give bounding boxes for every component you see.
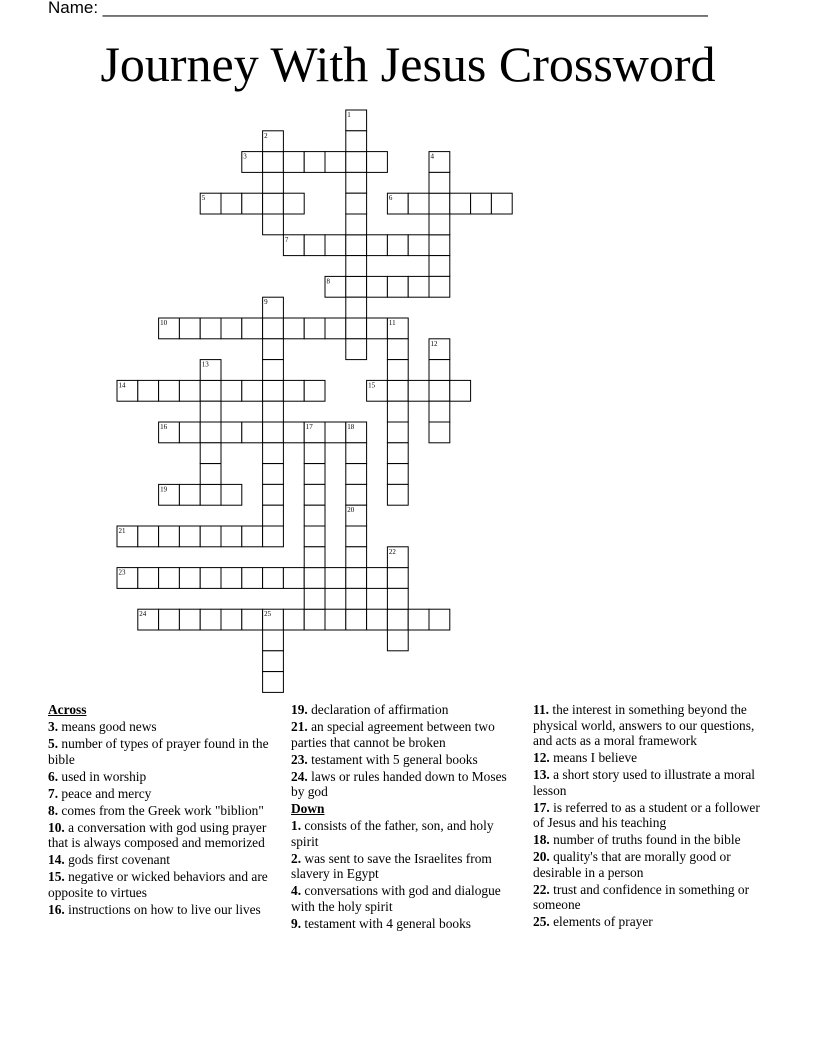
grid-cell[interactable] xyxy=(159,609,180,630)
cell-number: 1 xyxy=(347,111,351,119)
grid-cell[interactable] xyxy=(304,318,325,339)
clue-text: testament with 5 general books xyxy=(307,751,478,767)
grid-cell[interactable] xyxy=(304,505,325,526)
clue-text: is referred to as a student or a follower of Jesus and his teaching xyxy=(533,799,760,830)
grid-cell[interactable] xyxy=(387,630,408,651)
clue-text: declaration of affirmation xyxy=(307,702,449,717)
clue-item xyxy=(48,803,273,819)
cell-number: 9 xyxy=(264,298,268,307)
clue-item xyxy=(48,719,273,735)
grid-cell[interactable] xyxy=(408,609,429,630)
grid-cell[interactable] xyxy=(429,401,450,422)
grid-cell[interactable] xyxy=(200,464,221,485)
clue-text: peace and mercy xyxy=(58,785,152,801)
grid-cell[interactable] xyxy=(367,276,388,297)
grid-cell[interactable] xyxy=(263,651,284,672)
clue-heading: Across xyxy=(48,702,87,717)
cell-number: 17 xyxy=(305,423,313,431)
grid-cell[interactable] xyxy=(263,360,284,381)
grid-cell[interactable] xyxy=(263,422,284,443)
grid-cell[interactable] xyxy=(387,339,408,360)
grid-cell[interactable] xyxy=(304,588,325,609)
grid-cell[interactable] xyxy=(304,547,325,568)
grid-cell[interactable] xyxy=(159,526,180,547)
clue-number: 20. xyxy=(533,849,550,864)
clue-text: testament with 4 general books xyxy=(301,915,471,931)
clue-number: 8. xyxy=(48,802,59,818)
grid-cell[interactable] xyxy=(200,422,221,443)
grid-cell[interactable] xyxy=(221,318,242,339)
clue-text: instructions on how to live our lives xyxy=(64,901,261,917)
grid-cell[interactable] xyxy=(283,609,304,630)
grid-cell[interactable] xyxy=(429,276,450,297)
grid-cell[interactable] xyxy=(263,484,284,505)
grid-cell[interactable] xyxy=(179,380,200,401)
clue-item xyxy=(533,702,765,749)
grid-cell[interactable] xyxy=(200,609,221,630)
grid-cell[interactable] xyxy=(263,401,284,422)
cell-number: 14 xyxy=(118,381,126,390)
cell-number: 20 xyxy=(347,506,355,515)
cell-number: 19 xyxy=(160,485,168,494)
grid-cell[interactable] xyxy=(304,380,325,401)
clue-text: means good news xyxy=(58,719,157,734)
grid-cell[interactable] xyxy=(159,568,180,589)
grid-cell[interactable] xyxy=(346,588,367,609)
clue-number: 11. xyxy=(533,702,549,717)
cell-number: 4 xyxy=(430,152,434,161)
clue-number: 3. xyxy=(48,719,59,734)
grid-cell[interactable] xyxy=(450,193,471,214)
grid-cell[interactable] xyxy=(283,422,304,443)
grid-cell[interactable] xyxy=(304,484,325,505)
grid-cell[interactable] xyxy=(387,609,408,630)
grid-cell[interactable] xyxy=(200,401,221,422)
grid-cell[interactable] xyxy=(387,380,408,401)
clue-item xyxy=(48,786,273,802)
grid-cell[interactable] xyxy=(346,131,367,152)
clue-column-3 xyxy=(533,702,765,931)
grid-cell[interactable] xyxy=(408,380,429,401)
grid-cell[interactable] xyxy=(200,484,221,505)
grid-cell[interactable] xyxy=(263,214,284,235)
grid-cell[interactable] xyxy=(138,380,159,401)
grid-cell[interactable] xyxy=(346,256,367,277)
clue-item xyxy=(291,719,516,750)
cell-number: 11 xyxy=(388,319,396,327)
grid-cell[interactable] xyxy=(346,484,367,505)
grid-cell[interactable] xyxy=(429,256,450,277)
grid-cell[interactable] xyxy=(242,609,263,630)
grid-cell[interactable] xyxy=(346,276,367,297)
cell-number: 24 xyxy=(139,610,147,619)
grid-cell[interactable] xyxy=(263,443,284,464)
clue-text: laws or rules handed down to Moses by god xyxy=(291,768,507,799)
grid-cell[interactable] xyxy=(304,609,325,630)
cell-number: 6 xyxy=(388,194,393,203)
clue-item xyxy=(533,767,765,798)
name-field[interactable]: Name: ________________________________________________________________ xyxy=(48,0,708,17)
grid-cell[interactable] xyxy=(138,526,159,547)
clue-number: 6. xyxy=(48,768,59,784)
clue-text: negative or wicked behaviors and are opposite to virtues xyxy=(48,869,268,900)
grid-cell[interactable] xyxy=(429,214,450,235)
grid-cell[interactable] xyxy=(325,152,346,173)
clue-text: number of truths found in the bible xyxy=(549,832,741,847)
grid-cell[interactable] xyxy=(346,568,367,589)
grid-cell[interactable] xyxy=(429,609,450,630)
grid-cell[interactable] xyxy=(179,318,200,339)
grid-cell[interactable] xyxy=(346,443,367,464)
grid-cell[interactable] xyxy=(325,422,346,443)
clue-text: number of types of prayer found in the bible xyxy=(48,736,269,767)
grid-cell[interactable] xyxy=(263,172,284,193)
clue-item xyxy=(533,849,765,880)
grid-cell[interactable] xyxy=(367,318,388,339)
clue-item xyxy=(291,818,516,849)
grid-cell[interactable] xyxy=(367,152,388,173)
grid-cell[interactable] xyxy=(179,568,200,589)
clue-text: conversations with god and dialogue with the holy spirit xyxy=(291,883,501,914)
grid-cell[interactable] xyxy=(263,193,284,214)
grid-cell[interactable] xyxy=(283,380,304,401)
grid-cell[interactable] xyxy=(387,588,408,609)
grid-cell[interactable] xyxy=(491,193,512,214)
grid-cell[interactable] xyxy=(179,484,200,505)
clue-item xyxy=(291,883,516,914)
grid-cell[interactable] xyxy=(450,380,471,401)
grid-cell[interactable] xyxy=(304,443,325,464)
clue-number: 9. xyxy=(291,915,302,931)
grid-cell[interactable] xyxy=(367,235,388,256)
grid-cell[interactable] xyxy=(325,235,346,256)
cell-number: 25 xyxy=(264,610,272,619)
cell-number: 13 xyxy=(201,360,209,369)
clue-number: 1. xyxy=(291,818,302,833)
grid-cell[interactable] xyxy=(346,214,367,235)
clue-text: means I believe xyxy=(549,750,638,765)
clue-number: 14. xyxy=(48,852,65,867)
clue-item xyxy=(291,702,516,718)
clue-number: 21. xyxy=(291,719,308,734)
grid-cell[interactable] xyxy=(179,609,200,630)
grid-cell[interactable] xyxy=(304,464,325,485)
clue-item xyxy=(291,851,516,882)
grid-cell[interactable] xyxy=(221,609,242,630)
grid-cell[interactable] xyxy=(346,172,367,193)
grid-cell[interactable] xyxy=(304,568,325,589)
grid-cell[interactable] xyxy=(283,318,304,339)
cell-number: 22 xyxy=(388,547,396,556)
clue-text: the interest in something beyond the physical world, answers to our questions, and acts as a moral framework xyxy=(533,702,755,748)
grid-cell[interactable] xyxy=(221,526,242,547)
cell-number: 10 xyxy=(160,319,168,327)
clue-column-1 xyxy=(48,702,273,919)
grid-cell[interactable] xyxy=(429,235,450,256)
grid-cell[interactable] xyxy=(263,380,284,401)
clue-text: a short story used to illustrate a moral lesson xyxy=(533,767,756,798)
grid-cell[interactable] xyxy=(242,318,263,339)
grid-cell[interactable] xyxy=(200,443,221,464)
grid-cell[interactable] xyxy=(408,193,429,214)
grid-cell[interactable] xyxy=(429,380,450,401)
clue-number: 17. xyxy=(533,799,550,815)
grid-cell[interactable] xyxy=(387,484,408,505)
grid-cell[interactable] xyxy=(387,568,408,589)
clue-number: 16. xyxy=(48,901,65,917)
grid-cell[interactable] xyxy=(325,568,346,589)
clue-number: 18. xyxy=(533,832,550,847)
grid-cell[interactable] xyxy=(429,193,450,214)
grid-cell[interactable] xyxy=(346,547,367,568)
cell-number: 2 xyxy=(264,131,268,140)
cell-number: 18 xyxy=(347,423,355,431)
cell-number: 8 xyxy=(326,277,330,286)
grid-cell[interactable] xyxy=(346,526,367,547)
grid-cell[interactable] xyxy=(242,568,263,589)
grid-cell[interactable] xyxy=(304,526,325,547)
clue-text: trust and confidence in something or someone xyxy=(533,881,750,912)
grid-cell[interactable] xyxy=(367,609,388,630)
clue-item xyxy=(48,736,273,767)
grid-cell[interactable] xyxy=(200,568,221,589)
clue-item xyxy=(291,916,516,932)
clue-number: 2. xyxy=(291,850,302,866)
grid-cell[interactable] xyxy=(242,380,263,401)
grid-cell[interactable] xyxy=(221,422,242,443)
grid-cell[interactable] xyxy=(346,318,367,339)
cell-number: 23 xyxy=(118,568,126,577)
grid-cell[interactable] xyxy=(263,505,284,526)
cell-number: 16 xyxy=(160,423,168,431)
cell-number: 15 xyxy=(368,381,376,390)
cell-number: 7 xyxy=(284,235,289,244)
grid-cell[interactable] xyxy=(200,380,221,401)
grid-cell[interactable] xyxy=(429,422,450,443)
grid-cell[interactable] xyxy=(283,193,304,214)
grid-cell[interactable] xyxy=(408,235,429,256)
grid-cell[interactable] xyxy=(387,422,408,443)
clue-text: comes from the Greek work "biblion" xyxy=(58,802,264,818)
grid-cell[interactable] xyxy=(304,152,325,173)
clue-item xyxy=(48,902,273,918)
clue-text: consists of the father, son, and holy spirit xyxy=(291,818,494,849)
clue-number: 10. xyxy=(48,819,65,835)
grid-cell[interactable] xyxy=(387,235,408,256)
clue-item xyxy=(533,914,765,930)
grid-cell[interactable] xyxy=(263,152,284,173)
clue-number: 22. xyxy=(533,881,550,897)
grid-cell[interactable] xyxy=(408,276,429,297)
grid-cell[interactable] xyxy=(263,464,284,485)
grid-cell[interactable] xyxy=(263,526,284,547)
grid-cell[interactable] xyxy=(283,152,304,173)
clue-number: 13. xyxy=(533,767,550,782)
clue-item xyxy=(48,820,273,851)
clue-number: 15. xyxy=(48,869,65,884)
clue-number: 4. xyxy=(291,883,302,898)
grid-cell[interactable] xyxy=(387,276,408,297)
cell-number: 21 xyxy=(118,527,126,535)
clue-item xyxy=(533,832,765,848)
grid-cell[interactable] xyxy=(221,380,242,401)
clue-number: 5. xyxy=(48,736,59,751)
grid-cell[interactable] xyxy=(242,526,263,547)
grid-cell[interactable] xyxy=(346,464,367,485)
grid-cell[interactable] xyxy=(346,609,367,630)
clue-text: elements of prayer xyxy=(549,914,653,929)
clue-text: quality's that are morally good or desirable in a person xyxy=(533,849,731,880)
grid-cell[interactable] xyxy=(221,193,242,214)
clue-item xyxy=(291,752,516,768)
clue-text: was sent to save the Israelites from slavery in Egypt xyxy=(291,850,492,881)
cell-number: 5 xyxy=(201,194,206,203)
clue-heading: Down xyxy=(291,801,325,816)
clue-item xyxy=(48,869,273,900)
grid-cell[interactable] xyxy=(429,172,450,193)
clue-item xyxy=(533,882,765,913)
cell-number: 3 xyxy=(243,152,247,161)
clue-number: 23. xyxy=(291,751,308,767)
grid-cell[interactable] xyxy=(283,568,304,589)
clue-text: an special agreement between two parties that cannot be broken xyxy=(291,719,495,750)
clue-item xyxy=(291,769,516,800)
clue-number: 25. xyxy=(533,914,550,929)
grid-cell[interactable] xyxy=(200,526,221,547)
grid-cell[interactable] xyxy=(263,568,284,589)
grid-cell[interactable] xyxy=(346,193,367,214)
grid-cell[interactable] xyxy=(263,630,284,651)
grid-cell[interactable] xyxy=(138,568,159,589)
grid-cell[interactable] xyxy=(346,339,367,360)
grid-cell[interactable] xyxy=(429,360,450,381)
grid-cell[interactable] xyxy=(179,422,200,443)
grid-cell[interactable] xyxy=(263,318,284,339)
grid-cell[interactable] xyxy=(242,193,263,214)
clue-column-2 xyxy=(291,702,516,933)
grid-cell[interactable] xyxy=(346,297,367,318)
grid-cell[interactable] xyxy=(387,401,408,422)
grid-cell[interactable] xyxy=(346,235,367,256)
clue-number: 12. xyxy=(533,750,550,765)
grid-cell[interactable] xyxy=(304,235,325,256)
grid-cell[interactable] xyxy=(263,339,284,360)
clue-text: gods first covenant xyxy=(64,852,170,867)
grid-cell[interactable] xyxy=(471,193,492,214)
page-title: Journey With Jesus Crossword xyxy=(100,36,716,92)
grid-cell[interactable] xyxy=(387,360,408,381)
grid-cell[interactable] xyxy=(200,318,221,339)
clue-number: 19. xyxy=(291,702,308,717)
grid-cell[interactable] xyxy=(367,568,388,589)
grid-cell[interactable] xyxy=(325,609,346,630)
clue-text: a conversation with god using prayer that is always composed and memorized xyxy=(48,819,267,850)
clue-text: used in worship xyxy=(58,768,147,784)
grid-cell[interactable] xyxy=(387,464,408,485)
clue-item xyxy=(533,750,765,766)
grid-cell[interactable] xyxy=(325,318,346,339)
clue-number: 7. xyxy=(48,785,59,801)
clue-item xyxy=(48,852,273,868)
clue-number: 24. xyxy=(291,768,308,784)
grid-cell[interactable] xyxy=(263,672,284,693)
grid-cell[interactable] xyxy=(387,443,408,464)
grid-cell[interactable] xyxy=(179,526,200,547)
cell-number: 12 xyxy=(430,339,438,348)
grid-cell[interactable] xyxy=(221,484,242,505)
grid-cell[interactable] xyxy=(242,422,263,443)
grid-cell[interactable] xyxy=(346,152,367,173)
grid-cell[interactable] xyxy=(159,380,180,401)
clue-item xyxy=(533,800,765,831)
clue-item xyxy=(48,769,273,785)
grid-cell[interactable] xyxy=(221,568,242,589)
